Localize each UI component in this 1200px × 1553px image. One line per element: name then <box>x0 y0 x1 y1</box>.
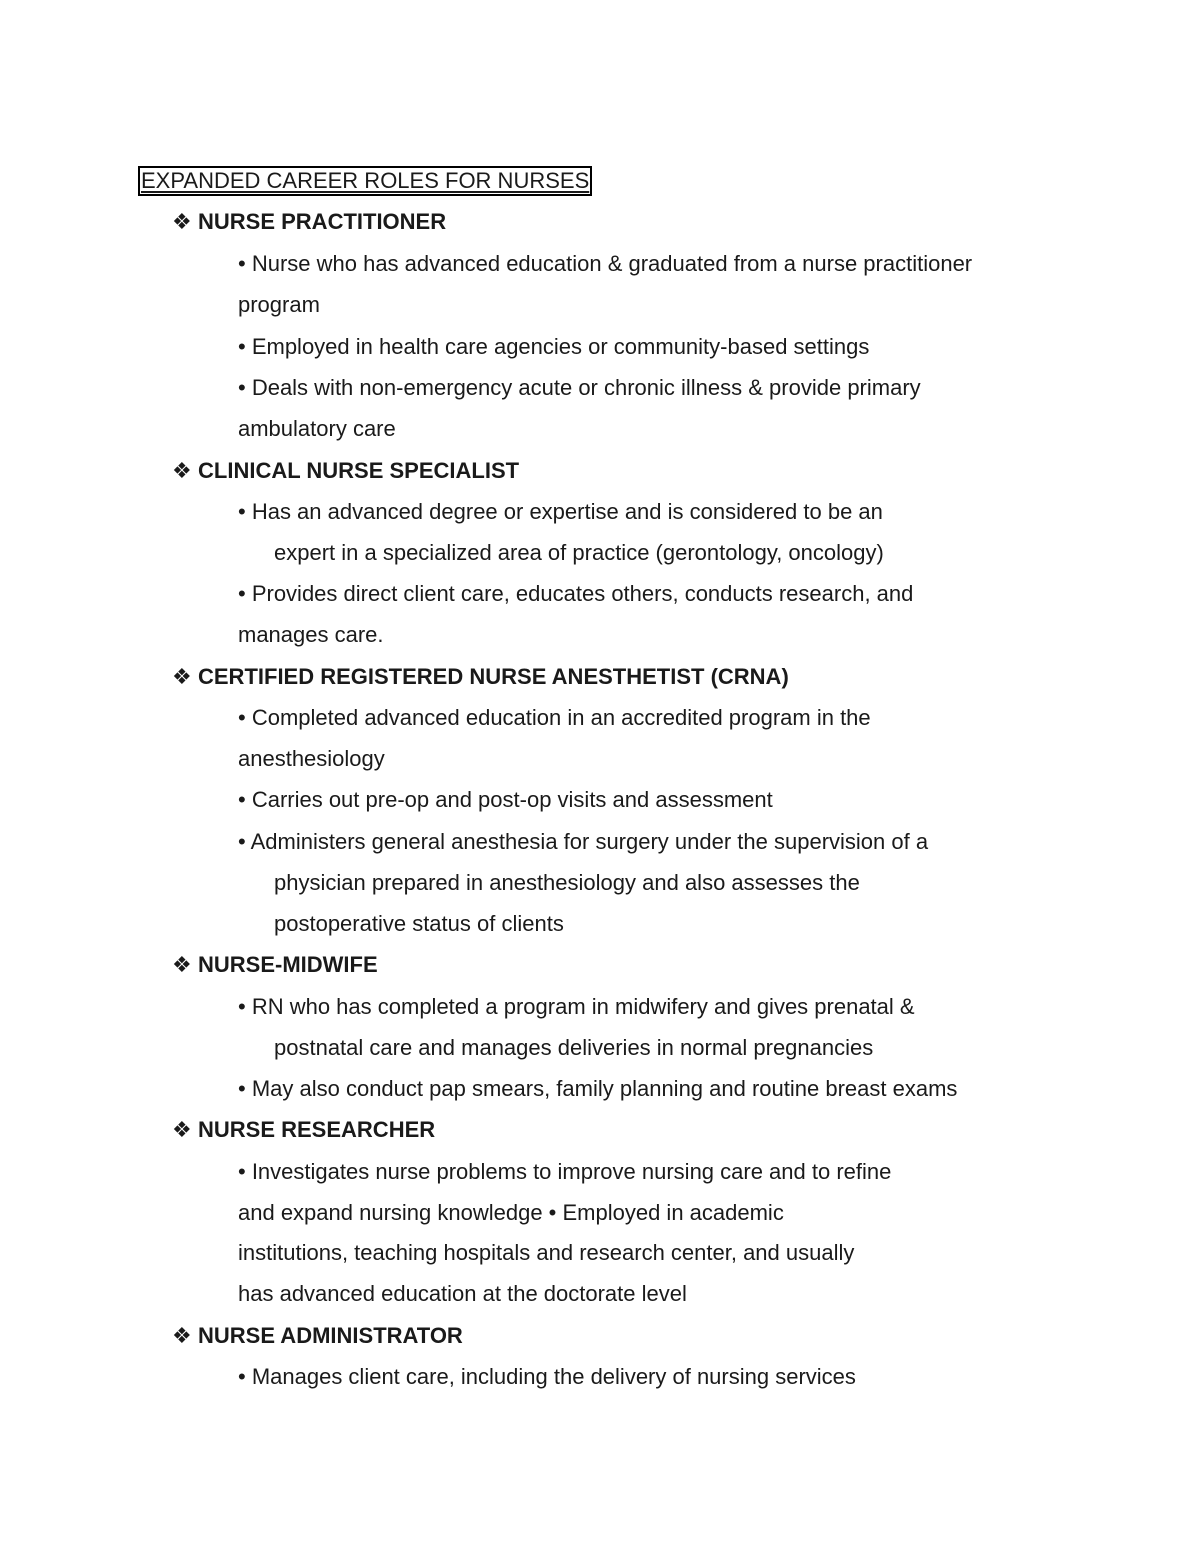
list-item: • Investigates nurse problems to improve nursing care and to refine <box>238 1159 892 1184</box>
list-item: • Carries out pre-op and post-op visits and assessment <box>238 787 773 812</box>
heading-text: NURSE ADMINISTRATOR <box>198 1323 463 1348</box>
list-item: postnatal care and manages deliveries in normal pregnancies <box>274 1035 874 1060</box>
heading-text: NURSE PRACTITIONER <box>198 209 447 234</box>
diamond-bullet-icon: ❖ <box>172 458 192 483</box>
heading-text: CLINICAL NURSE SPECIALIST <box>198 458 520 483</box>
section-heading-nurse-practitioner <box>172 209 446 235</box>
list-item: • Employed in health care agencies or community-based settings <box>238 334 870 359</box>
section-heading-clinical-nurse-specialist <box>172 458 519 484</box>
list-item: physician prepared in anesthesiology and also assesses the <box>274 870 860 895</box>
list-item: • Administers general anesthesia for surgery under the supervision of a <box>238 829 929 854</box>
section-heading-nurse-midwife <box>172 952 378 978</box>
section-heading-nurse-administrator <box>172 1323 463 1349</box>
diamond-bullet-icon: ❖ <box>172 1117 192 1142</box>
list-item: and expand nursing knowledge • Employed in academic <box>238 1200 784 1225</box>
diamond-bullet-icon: ❖ <box>172 209 192 234</box>
list-item: manages care. <box>238 622 384 647</box>
list-item: • Manages client care, including the delivery of nursing services <box>238 1364 856 1389</box>
section-heading-nurse-researcher <box>172 1117 435 1143</box>
heading-text: NURSE RESEARCHER <box>198 1117 436 1142</box>
list-item: • RN who has completed a program in midwifery and gives prenatal & <box>238 994 915 1019</box>
list-item: • May also conduct pap smears, family planning and routine breast exams <box>238 1076 958 1101</box>
list-item: ambulatory care <box>238 416 396 441</box>
list-item: anesthesiology <box>238 746 385 771</box>
list-item: • Deals with non-emergency acute or chronic illness & provide primary <box>238 375 921 400</box>
diamond-bullet-icon: ❖ <box>172 1323 192 1348</box>
list-item: postoperative status of clients <box>274 911 564 936</box>
heading-text: NURSE-MIDWIFE <box>198 952 378 977</box>
list-item: • Completed advanced education in an accredited program in the <box>238 705 871 730</box>
diamond-bullet-icon: ❖ <box>172 664 192 689</box>
list-item: program <box>238 292 320 317</box>
list-item: has advanced education at the doctorate level <box>238 1281 687 1306</box>
list-item: • Nurse who has advanced education & graduated from a nurse practitioner <box>238 251 973 276</box>
list-item: • Provides direct client care, educates others, conducts research, and <box>238 581 914 606</box>
page-title: EXPANDED CAREER ROLES FOR NURSES <box>141 168 590 193</box>
heading-text: CERTIFIED REGISTERED NURSE ANESTHETIST (CRNA) <box>198 664 789 689</box>
list-item: institutions, teaching hospitals and research center, and usually <box>238 1240 855 1265</box>
list-item: • Has an advanced degree or expertise and is considered to be an <box>238 499 883 524</box>
section-heading-crna <box>172 664 789 690</box>
list-item: expert in a specialized area of practice (gerontology, oncology) <box>274 540 884 565</box>
diamond-bullet-icon: ❖ <box>172 952 192 977</box>
